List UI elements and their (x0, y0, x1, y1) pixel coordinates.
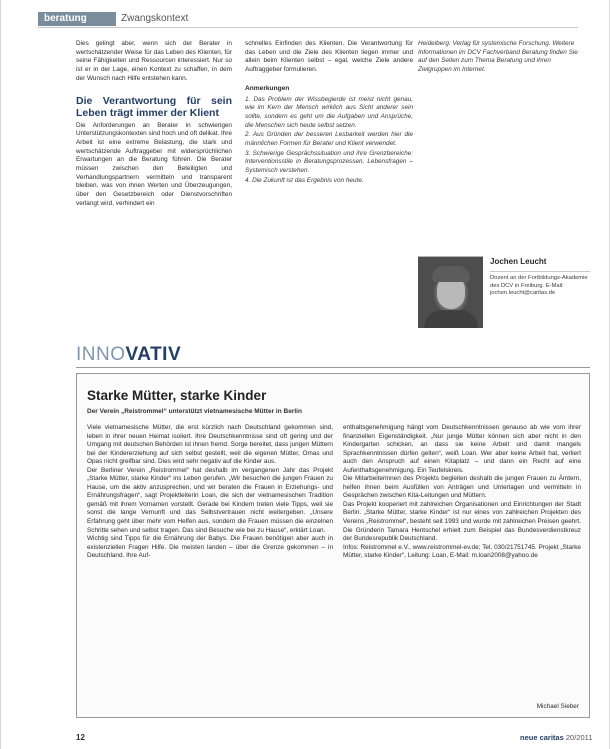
section-label (76, 344, 181, 366)
note-item: 1. Das Problem der Wissbegierde ist meist nicht genau, wie im Kern der Mensch wirklich aus Sicht anderer sein sollte, sondern es geht um die Aufgaben und Ansprüche, die Menschen sich heute selbst setzen. (245, 95, 413, 129)
article-column-2 (343, 424, 581, 561)
section-label-bold: VATIV (125, 344, 182, 365)
section-tag: beratung (38, 12, 116, 26)
article-paragraph: Infos: Reistrommel e.V., www.reistrommel-ev.de; Tel. 030/21751745. Projekt „Starke Mütter, starke Kinder“, Leitung: Loan, E-Mail: m.loan2008@yahoo.de (343, 543, 581, 560)
magazine-issue: 20/2011 (565, 733, 593, 742)
article-column-1 (87, 424, 333, 561)
article-subtitle: Der Verein „Reistrommel“ unterstützt vietnamesische Mütter in Berlin (87, 408, 302, 415)
notes-list (245, 96, 413, 186)
note-item: 4. Die Zukunft ist das Ergebnis von heute. (245, 176, 364, 184)
column-body-paragraph: Die Anforderungen an Berater in schwierigen Unterstützungskontexten sind hoch und oft delikat. Ihre Arbeit ist eine extreme Belastung, die stark und wertschätzende Auftraggeber mit widersprüchlichen Erwartungen an die Beratung führen. Die Berater müssen zwischen den Beteiligten und Verhandlungspartnern vermitteln und transparent bleiben, was von ihnen Werten und Überzeugungen, über den Gesetzbereich oder Dienstvorschriften verlangt wird, verhindert ein (76, 121, 232, 207)
article-title: Starke Mütter, starke Kinder (87, 388, 267, 403)
author-name: Jochen Leucht (490, 257, 547, 266)
article-paragraph: Der Berliner Verein „Reistrommel“ hat deshalb im vergangenen Jahr das Projekt „Starke Mütter, starke Kinder“ ins Leben gerufen. „Wir besuchen die jungen Frauen zu Hause, um die aktiv anzusprechen, und wir beraten die Frauen in Erziehungs- und Ernährungsfragen“, sagt Projektleiterin Loan, die sich der vietnamesischen Tradition gemäß mit ihrem Vornamen vorstellt. Gerade bei Kindern treten viele Tipps, weil sie sonst die lange Vernunft und das Selbstvertrauen nicht weitergeben. „Unsere Erfahrung geht über mehr vom Helfen aus, sondern die Frauen müssen die einzelnen Schritte sehen und selbst tragen. Das sind Besuche wie bei zu Hause“, erklärt Loan. (87, 466, 333, 534)
article-paragraph: Das Projekt kooperiert mit zahlreichen Organisationen und Einrichtungen der Stadt Berlin. „Starke Mütter, starke Kinder“ ist nur eines von zahlreichen Projekten des Vereins „Reistrommel“, besteht seit 1993 und wurde mit zahlreichen Preisen geehrt. Die Gründerin Tamara Hentschel erhielt zum Beispiel das Bundesverdienstkreuz der Bundesrepublik Deutschland. (343, 500, 581, 543)
section-subtitle: Zwangskontext (121, 13, 189, 24)
page-number: 12 (76, 733, 85, 742)
notes-heading: Anmerkungen (245, 84, 290, 92)
article-paragraph: Wichtig sind Tipps für die Ernährung der Babys. Die Frauen benötigen aber auch in existenziellen Fragen Hilfe. Die meisten landen – über die Grenze gekommen – in Deutschland. Ihre Auf- (87, 535, 333, 560)
author-bio: Dozent an der Fortbildungs-Akademie des DCV in Freiburg. E-Mail: jochen.leucht@caritas.de (490, 271, 590, 298)
article-paragraph: Viele vietnamesische Mütter, die erst kürzlich nach Deutschland gekommen sind, leben in ihrer neuen Heimat isoliert. Ihre Deutschkenntnisse sind oft gering und der Umgang mit deutschen Behörden ist ihnen fremd. Sorge bereitet, dass jungen Müttern bei der Kindererziehung auf sich selbst gestellt, weil die eigenen Mütter, Omas und Opas nicht greifbar sind. Dies wird sehr negativ auf die Kinder aus. (87, 424, 333, 466)
section-label-light: INNO (76, 344, 126, 365)
header-rule (38, 27, 578, 28)
magazine-name: neue caritas (520, 733, 564, 742)
article-box (76, 373, 590, 718)
author-box (418, 256, 596, 328)
text-column-1 (76, 40, 232, 209)
text-column-2 (245, 40, 413, 187)
column-continuation-paragraph: schnelles Einfinden des Klienten. Die Verantwortung für das Leben und die Ziele des Klienten liegen immer und allein beim Klienten selbst – egal, welche Ziele andere Auftraggeber formulieren. (245, 40, 413, 74)
author-photo (418, 256, 483, 328)
column-heading: Die Verantwortung für sein Leben trägt immer der Klient (76, 94, 232, 119)
article-author: Michael Sieber (536, 703, 579, 710)
article-paragraph: Die Mitarbeiterinnen des Projekts begleiten deshalb die jungen Frauen zu Ämtern, helfen ihnen beim Ausfüllen von Anträgen und Unterlagen und vermitteln in Gesprächen zwischen Kita-Leitungen und Müttern. (343, 475, 581, 500)
note-item: 2. Aus Gründen der besseren Lesbarkeit werden hier die männlichen Formen für Berater und Klient verwendet. (245, 131, 413, 148)
text-column-3: Heidelberg: Verlag für systemische Forschung. Weitere Informationen im DCV Fachverband Beratung finden Sie auf den Seiten zum Thema Beratung und ihren Zielgruppen im Internet. (418, 40, 578, 74)
scan-edge-left (0, 0, 1, 749)
note-item: 3. Schwierige Gesprächssituation und ihre Grenzbereiche: Interventionsstile in Beratungsprozessen, Lebensfragen – Systemisch verstehen. (245, 149, 413, 175)
magazine-footer (520, 733, 592, 742)
section-rule (76, 367, 590, 368)
article-paragraph: enthaltsgenehmigung hängt vom Deutschkenntnissen genauso ab wie vom ihrer finanziellen Eigenständigkeit. „Nur junge Mütter können sich aber nicht in den Kindergarten schicken, an dass sie keine Arbeit und damit mangels Sprachkenntnissen dürfen gelten“, weiß Loan. Wer aber keine Arbeit hat, verliert auch den Anspruch auf einen Kitaplatz – und dann ein Recht auf eine Aufenthaltsgenehmigung. Ein Teufelskreis. (343, 424, 581, 474)
column-intro-paragraph: Dies gelingt aber, wenn sich der Berater in wertschätzender Weise für das Leben des Klienten, für seine Fähigkeiten und Ressourcen interessiert. Nur so ist er in der Lage, einen Kontext zu schaffen, in dem der Wunsch nach Hilfe entstehen kann. (76, 40, 232, 82)
